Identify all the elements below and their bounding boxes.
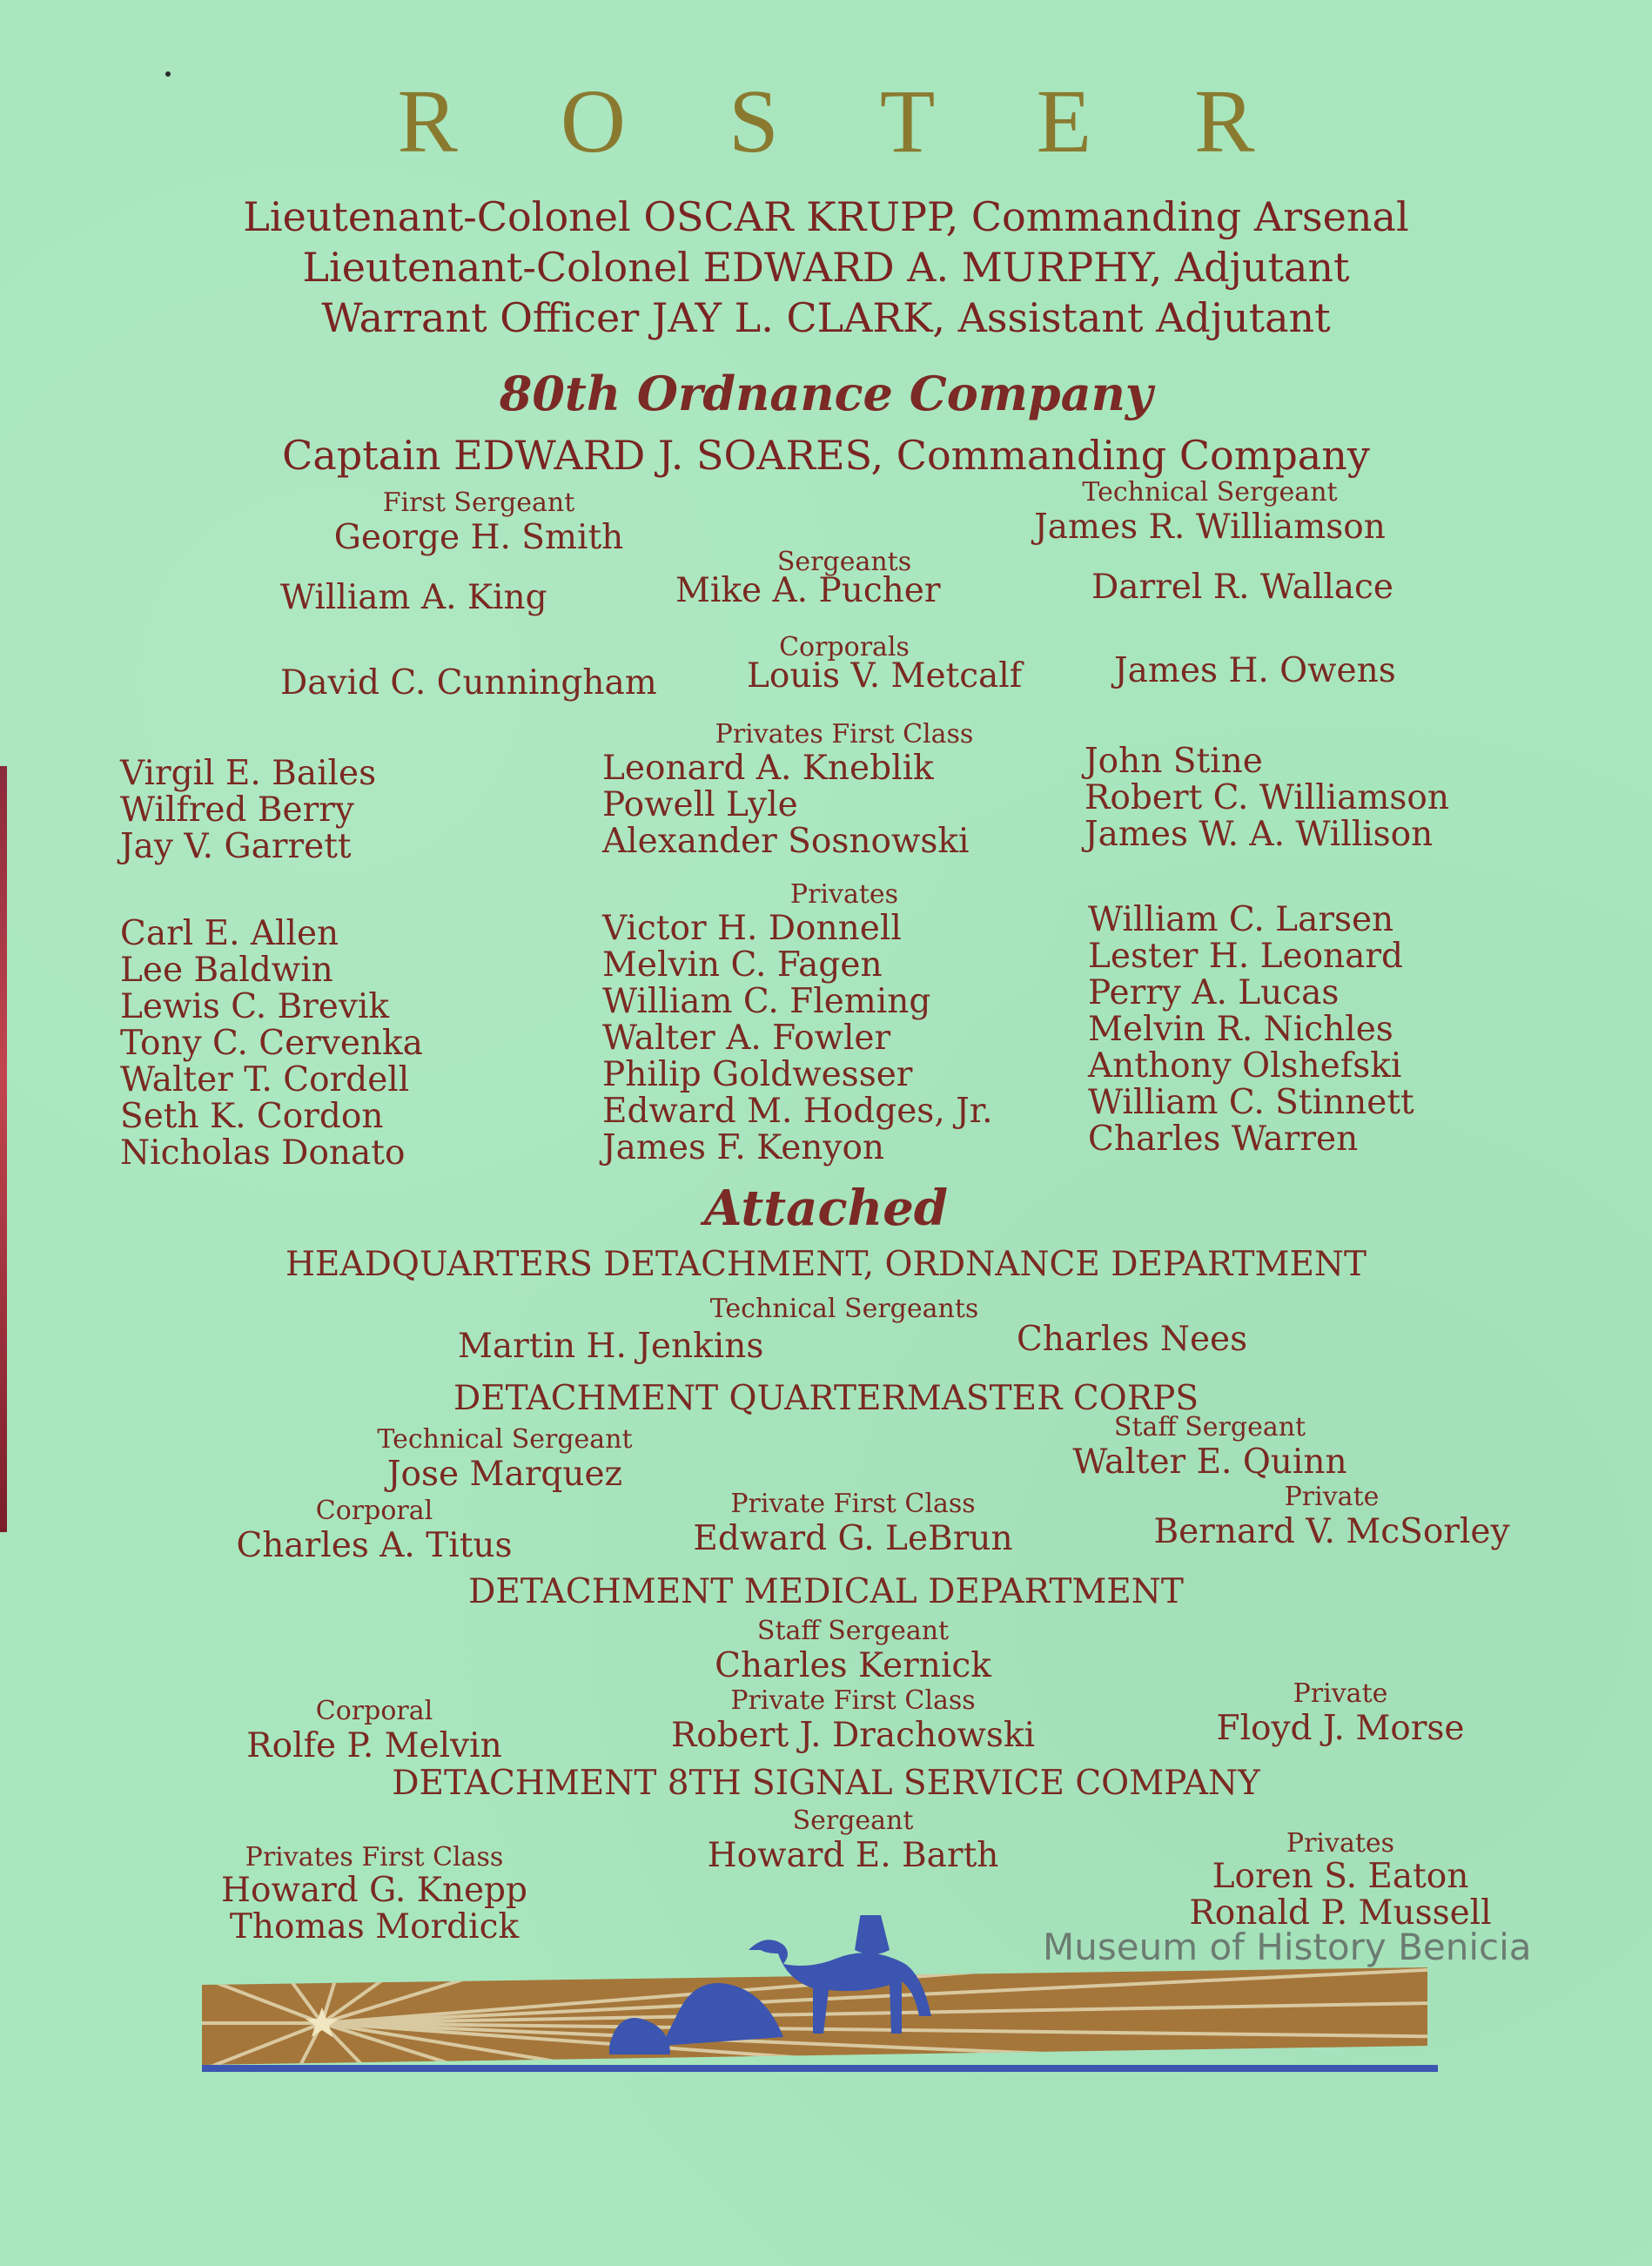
rank-label: Private First Class	[730, 1489, 976, 1519]
medical-pfc-block	[644, 1685, 1062, 1755]
rank-label: Staff Sergeant	[756, 1616, 950, 1646]
rank-label: Corporal	[315, 1496, 433, 1526]
signal-sergeant-block	[679, 1805, 1027, 1875]
officer-line-3: Warrant Officer JAY L. CLARK, Assistant Adjutant	[321, 294, 1331, 341]
pfc-list-col2: Leonard A. Kneblik Powell Lyle Alexander Sosnowski	[602, 749, 970, 861]
hq-name: Martin H. Jenkins	[458, 1327, 764, 1366]
museum-watermark: Museum of History Benicia	[1043, 1926, 1532, 1968]
sergeant-name: Darrel R. Wallace	[1091, 568, 1393, 607]
person-name: Edward G. LeBrun	[693, 1519, 1013, 1558]
rank-label: Staff Sergeant	[1113, 1412, 1306, 1442]
person-name: Bernard V. McSorley	[1153, 1512, 1510, 1551]
person-name: Jose Marquez	[386, 1455, 623, 1494]
rank-label: Privates	[1286, 1828, 1395, 1859]
person-name: George H. Smith	[333, 518, 624, 557]
signal-detachment-heading: DETACHMENT 8TH SIGNAL SERVICE COMPANY	[392, 1764, 1260, 1803]
privates-list-col3: William C. Larsen Lester H. Leonard Perry A. Lucas Melvin R. Nichles Anthony Olshefski William C. Stinnett Charles Warren	[1088, 900, 1414, 1159]
medical-detachment-heading: DETACHMENT MEDICAL DEPARTMENT	[468, 1572, 1184, 1611]
hq-tech-sergeants-label: Technical Sergeants	[709, 1294, 979, 1324]
pfc-list-col1: Virgil E. Bailes Wilfred Berry Jay V. Garrett	[120, 754, 377, 866]
medical-staff-sergeant-block	[661, 1616, 1044, 1685]
rank-label: Corporal	[315, 1696, 433, 1726]
privates-list-col2: Victor H. Donnell Melvin C. Fagen William C. Fleming Walter A. Fowler Philip Goldwesser Edward M. Hodges, Jr. James F. Kenyon	[602, 909, 993, 1167]
privates-label: Privates	[789, 879, 899, 910]
person-name: Charles A. Titus	[236, 1526, 513, 1565]
rank-label: Sergeant	[792, 1805, 914, 1836]
officer-line-2: Lieutenant-Colonel EDWARD A. MURPHY, Adjutant	[302, 244, 1350, 291]
rank-label: Private First Class	[730, 1685, 976, 1716]
hq-name: Charles Nees	[1017, 1320, 1248, 1359]
first-sergeant-block	[305, 487, 653, 557]
qm-detachment-heading: DETACHMENT QUARTERMASTER CORPS	[453, 1379, 1199, 1418]
rank-label: First Sergeant	[382, 487, 575, 518]
pfc-label: Privates First Class	[715, 719, 974, 750]
person-name: Robert J. Drachowski	[670, 1716, 1036, 1755]
qm-pfc-block	[661, 1489, 1044, 1558]
pfc-list-col3: John Stine Robert C. Williamson James W. A. Willison	[1085, 742, 1449, 854]
sergeants-label: Sergeants	[776, 547, 912, 577]
corporals-label: Corporals	[779, 632, 910, 662]
qm-tech-sergeant-block	[313, 1424, 696, 1494]
rank-label: Private	[1293, 1678, 1388, 1709]
medical-corporal-block	[200, 1696, 548, 1765]
person-name: Rolfe P. Melvin	[246, 1726, 502, 1765]
rank-label: Private	[1284, 1482, 1380, 1512]
sergeant-name: William A. King	[280, 578, 547, 617]
qm-private-block	[1132, 1482, 1532, 1551]
medical-private-block	[1166, 1678, 1514, 1748]
corporal-name: James H. Owens	[1114, 651, 1396, 690]
company-title: 80th Ordnance Company	[499, 366, 1153, 421]
hq-detachment-heading: HEADQUARTERS DETACHMENT, ORDNANCE DEPARTMENT	[285, 1245, 1367, 1284]
page-title: R O S T E R	[397, 71, 1295, 171]
person-name: Floyd J. Morse	[1216, 1709, 1465, 1748]
qm-staff-sergeant-block	[1027, 1412, 1393, 1482]
tech-sergeant-block	[1010, 477, 1410, 547]
person-name: Charles Kernick	[715, 1646, 991, 1685]
qm-corporal-block	[200, 1496, 548, 1565]
sergeant-name: Mike A. Pucher	[675, 571, 941, 610]
rank-label: Privates First Class	[245, 1842, 504, 1873]
corporal-name: David C. Cunningham	[280, 663, 657, 703]
rank-label: Technical Sergeant	[377, 1424, 633, 1455]
company-commander: Captain EDWARD J. SOARES, Commanding Company	[282, 432, 1370, 479]
person-name: James R. Williamson	[1034, 508, 1386, 547]
person-names: Howard G. Knepp Thomas Mordick	[221, 1871, 527, 1947]
rank-label: Technical Sergeant	[1082, 477, 1338, 508]
attached-title: Attached	[703, 1180, 949, 1237]
corporal-name: Louis V. Metcalf	[747, 656, 1023, 696]
privates-list-col1: Carl E. Allen Lee Baldwin Lewis C. Brevik Tony C. Cervenka Walter T. Cordell Seth K. Cordon Nicholas Donato	[120, 914, 423, 1173]
person-name: Walter E. Quinn	[1072, 1442, 1347, 1482]
officer-line-1: Lieutenant-Colonel OSCAR KRUPP, Commanding Arsenal	[243, 193, 1409, 240]
person-names: Loren S. Eaton Ronald P. Mussell	[1189, 1857, 1492, 1933]
person-name: Howard E. Barth	[707, 1836, 999, 1875]
blue-ground-line	[202, 2065, 1438, 2072]
